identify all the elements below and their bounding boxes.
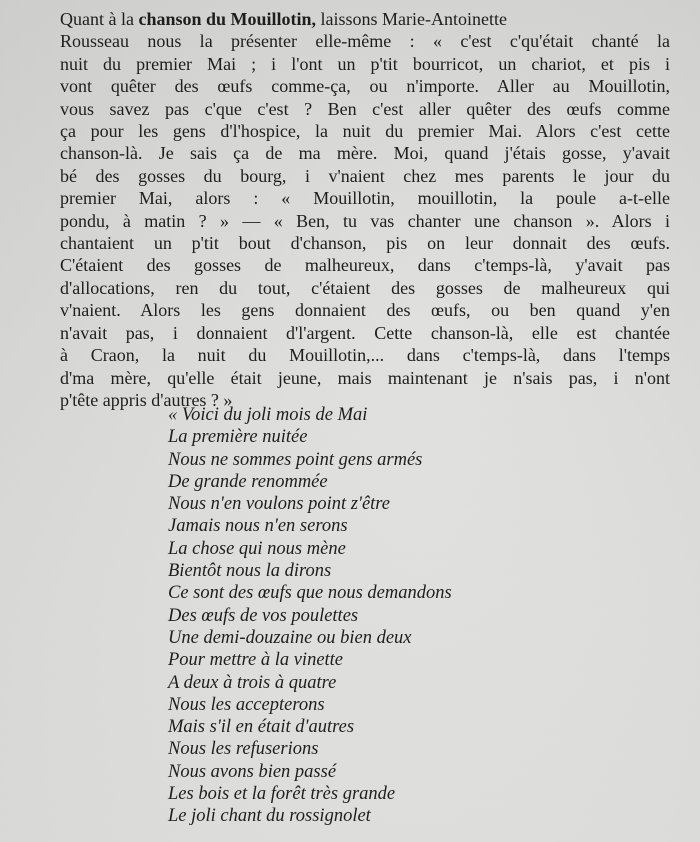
- song-lyrics: [168, 404, 452, 828]
- prose-line: v'naient. Alors les gens donnaient des œufs, ou ben quand y'en: [60, 300, 670, 321]
- verse-line: A deux à trois à quatre: [168, 672, 337, 693]
- prose-line: n'avait pas, i donnaient d'l'argent. Cette chanson-là, elle est chantée: [60, 322, 670, 343]
- prose-line: vous savez pas c'que c'est ? Ben c'est aller quêter des œufs comme: [60, 98, 670, 119]
- verse-line: Nous les refuserions: [168, 739, 319, 760]
- verse-line: La première nuitée: [168, 427, 308, 448]
- verse-line: Nous avons bien passé: [168, 761, 337, 782]
- intro-text: laissons Marie-Antoinette: [316, 9, 507, 29]
- verse-line: La chose qui nous mène: [168, 538, 346, 559]
- prose-line: d'ma mère, qu'elle était jeune, mais maintenant je n'sais pas, i n'ont: [60, 367, 670, 388]
- prose-line: premier Mai, alors : « Mouillotin, mouillotin, la poule a-t-elle: [60, 188, 670, 209]
- prose-line: d'allocations, ren du tout, c'étaient des gosses de malheureux qui: [60, 277, 670, 298]
- intro-text: Quant à la: [60, 9, 139, 29]
- verse-line: Ce sont des œufs que nous demandons: [168, 583, 452, 604]
- verse-line: Jamais nous n'en serons: [168, 516, 348, 537]
- verse-line: Le joli chant du rossignolet: [168, 806, 371, 827]
- prose-line: p'tête appris d'autres ? »: [60, 389, 233, 410]
- verse-line: Mais s'il en était d'autres: [168, 717, 355, 738]
- verse-line: Une demi-douzaine ou bien deux: [168, 627, 412, 648]
- prose-paragraph: [60, 8, 670, 411]
- prose-line: chantaient un p'tit bout d'chanson, pis on leur donnait des œufs.: [60, 233, 670, 254]
- prose-line: pondu, à matin ? » — « Ben, tu vas chanter une chanson ». Alors i: [60, 210, 670, 231]
- prose-line: chanson-là. Je sais ça de ma mère. Moi, quand j'étais gosse, y'avait: [60, 143, 670, 164]
- prose-line: bé des gosses du bourg, i v'naient chez mes parents le jour du: [60, 165, 670, 186]
- song-title: chanson du Mouillotin,: [138, 9, 317, 29]
- prose-line: Rousseau nous la présenter elle-même : « c'est c'qu'était chanté la: [60, 31, 670, 52]
- verse-line: Nous n'en voulons point z'être: [168, 494, 391, 515]
- prose-line: à Craon, la nuit du Mouillotin,... dans c'temps-là, dans l'temps: [60, 345, 670, 366]
- verse-line: Pour mettre à la vinette: [168, 650, 344, 671]
- verse-line: Nous les accepterons: [168, 694, 325, 715]
- prose-line: [60, 8, 670, 30]
- verse-line: Nous ne sommes point gens armés: [168, 449, 423, 470]
- verse-line: « Voici du joli mois de Mai: [168, 405, 368, 425]
- prose-line: vont quêter des œufs comme-ça, ou n'importe. Aller au Mouillotin,: [60, 76, 670, 97]
- prose-line: ça pour les gens d'l'hospice, la nuit du premier Mai. Alors c'est cette: [60, 121, 670, 142]
- verse-line: Bientôt nous la dirons: [168, 561, 332, 582]
- prose-line: nuit du premier Mai ; i l'ont un p'tit bourricot, un chariot, et pis i: [60, 53, 670, 74]
- prose-line: C'étaient des gosses de malheureux, dans c'temps-là, y'avait pas: [60, 255, 670, 276]
- verse-line: Des œufs de vos poulettes: [168, 605, 359, 626]
- verse-line: Les bois et la forêt très grande: [168, 784, 396, 805]
- verse-line: De grande renommée: [168, 471, 328, 492]
